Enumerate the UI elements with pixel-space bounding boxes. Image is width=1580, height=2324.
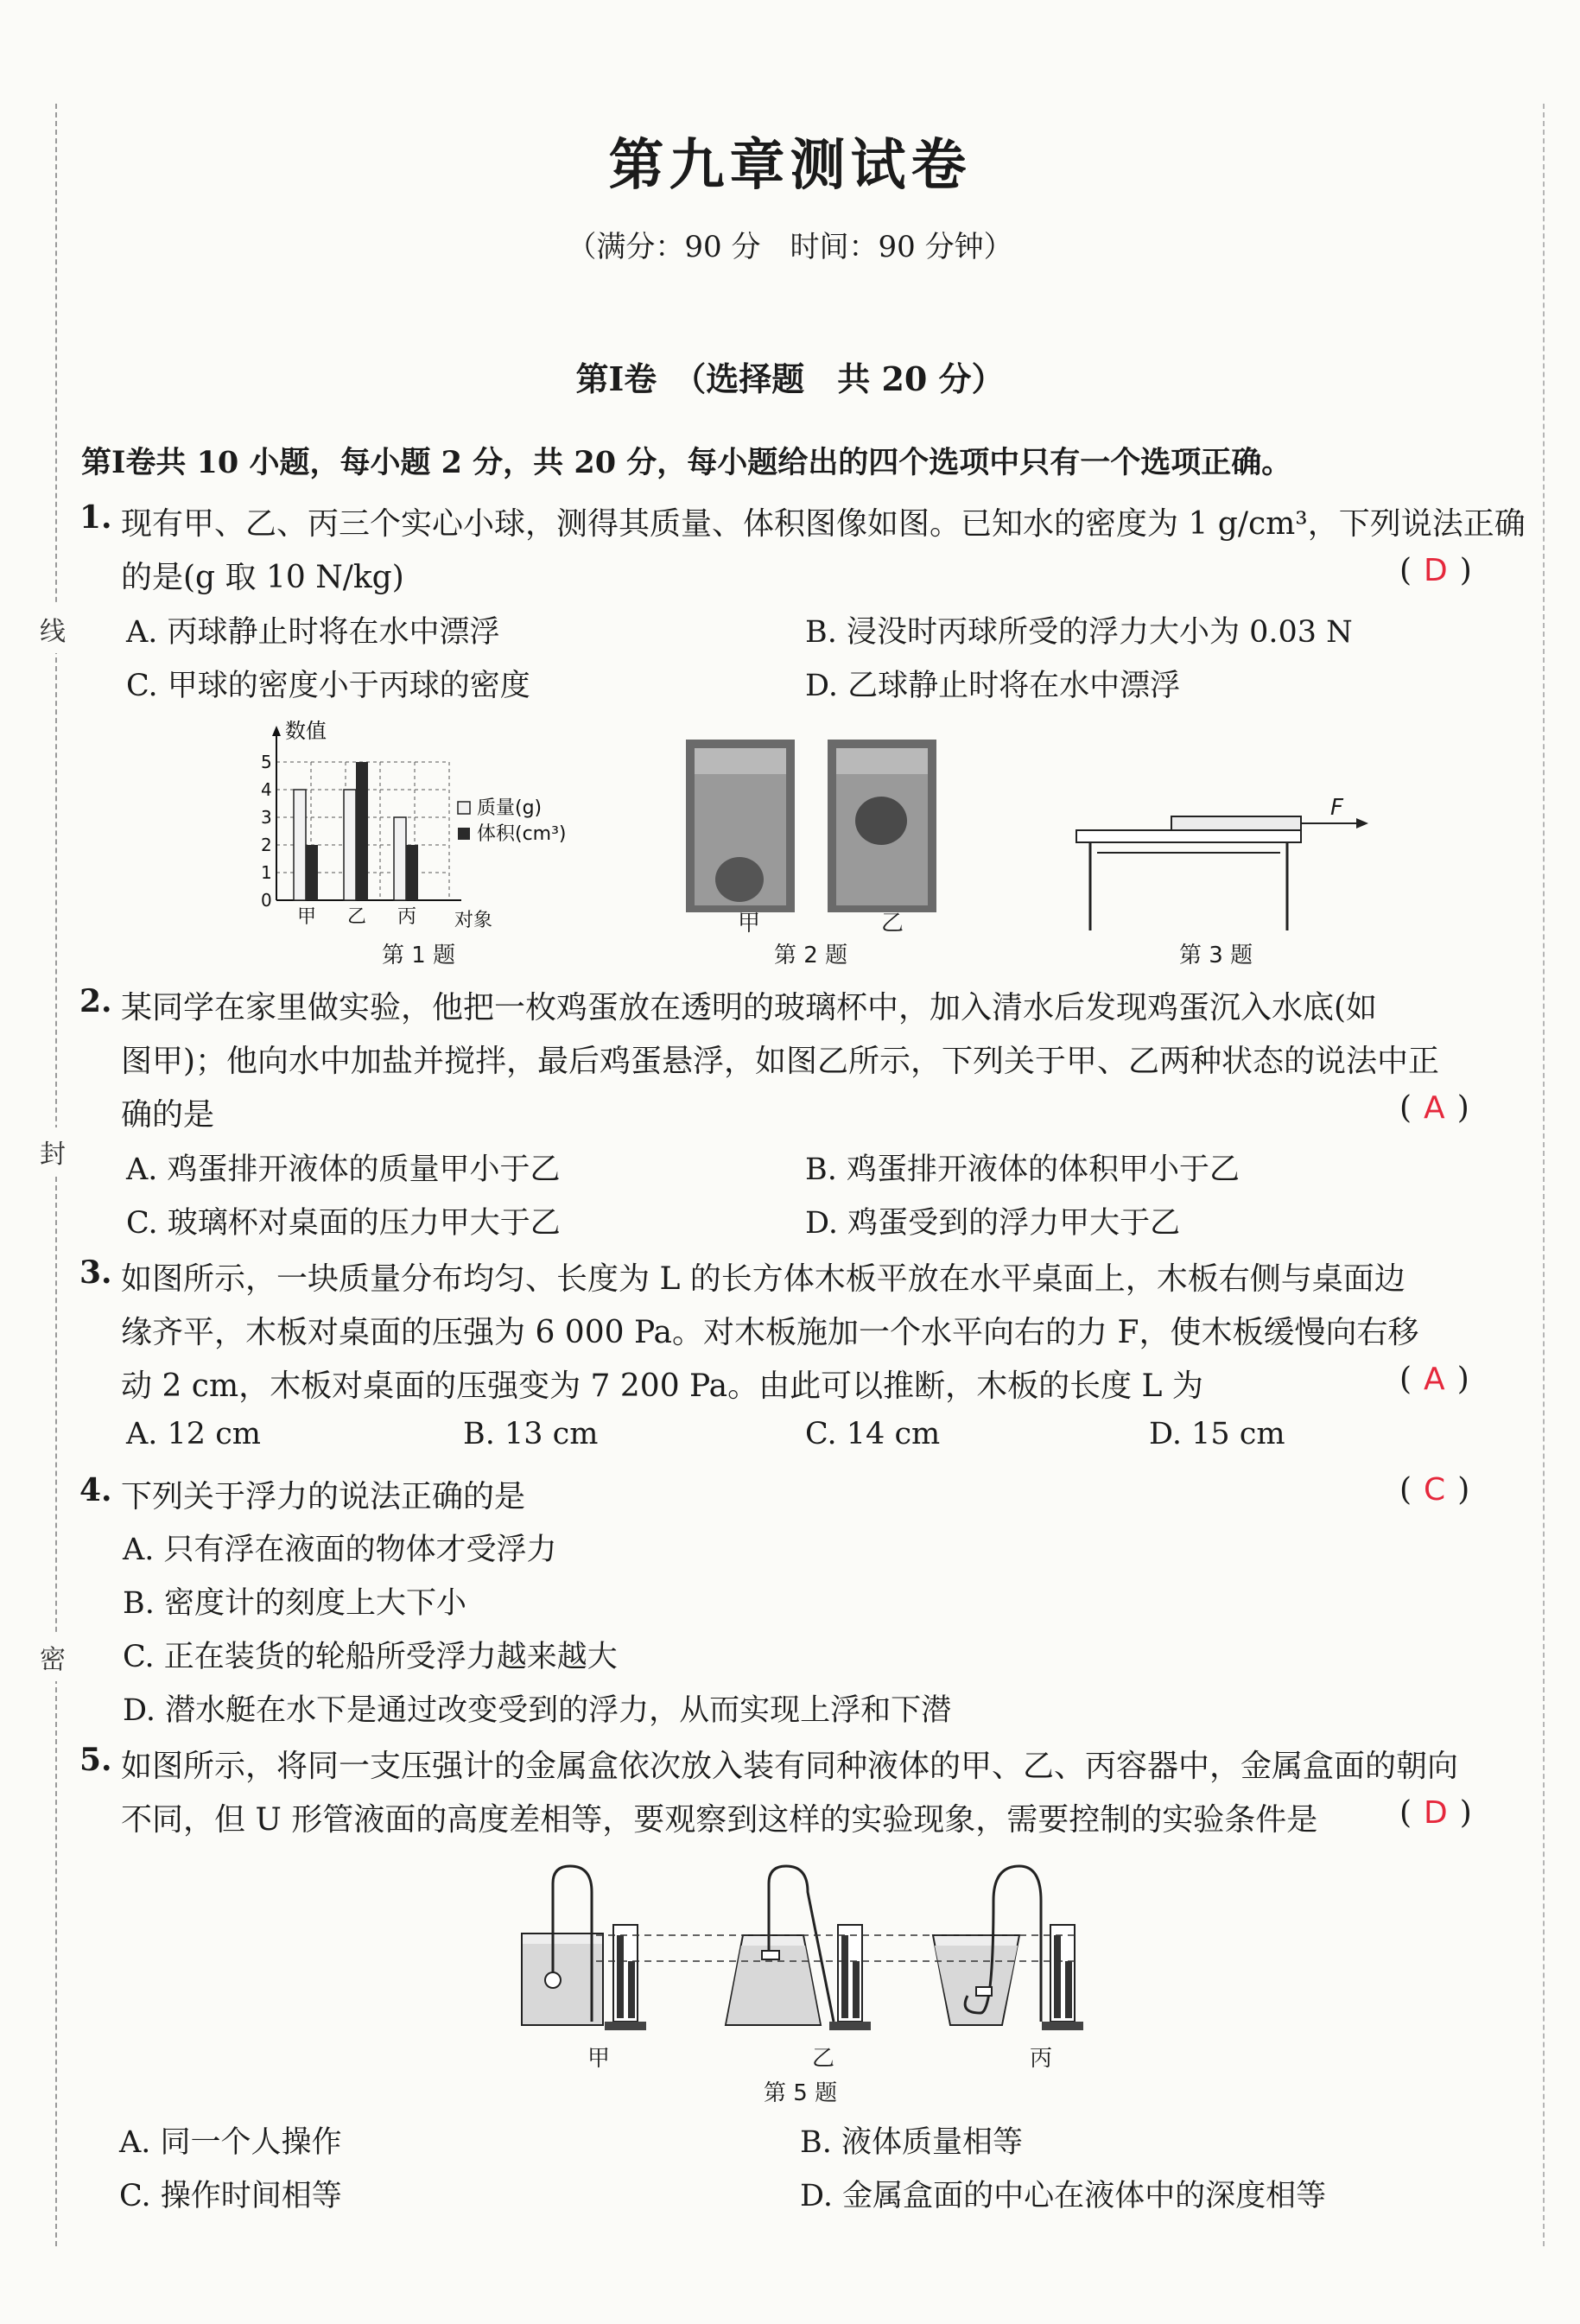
egg-yi [855, 797, 907, 845]
q2-answer-letter: A [1424, 1090, 1445, 1126]
q5-option-b: B. 液体质量相等 [800, 2125, 1023, 2160]
x-tick-label-乙: 乙 [347, 906, 367, 928]
q2-number: 2. [79, 983, 112, 1019]
bar-mass-甲 [294, 790, 306, 900]
q4-stem-line1: 下列关于浮力的说法正确的是 [121, 1479, 526, 1514]
section-title: 第Ⅰ卷 （选择题 共 20 分） [575, 359, 1005, 398]
y-tick-label-5: 5 [261, 752, 272, 772]
u-tube-bing-base [1042, 2022, 1083, 2030]
q3-answer-letter: A [1424, 1362, 1445, 1397]
q2-stem-line1: 某同学在家里做实验，他把一枚鸡蛋放在透明的玻璃杯中，加入清水后发现鸡蛋沉入水底(如 [121, 990, 1378, 1025]
legend-swatch-mass [458, 802, 470, 814]
x-tick-label-丙: 丙 [397, 906, 417, 928]
q5-answer-letter: D [1424, 1795, 1448, 1831]
q5-option-c: C. 操作时间相等 [119, 2179, 342, 2213]
q1-answer-letter: D [1424, 553, 1448, 588]
figure-1-caption: 第 1 题 [382, 943, 456, 968]
table-top [1076, 830, 1301, 842]
y-tick-label-3: 3 [261, 807, 272, 828]
binding-line-right [1543, 104, 1545, 2246]
y-tick-label-4: 4 [261, 779, 272, 800]
q1-stem-line1: 现有甲、乙、丙三个实心小球，测得其质量、体积图像如图。已知水的密度为 1 g/cm³，下列说法正确 [121, 506, 1526, 542]
q2-stem-line2: 图甲)；他向水中加盐并搅拌，最后鸡蛋悬浮，如图乙所示，下列关于甲、乙两种状态的说法中正 [121, 1044, 1440, 1079]
figure-5-label-yi: 乙 [812, 2046, 835, 2072]
q2-answer: ( A ) [1399, 1090, 1469, 1126]
page-title: 第九章测试卷 [608, 133, 972, 198]
q4-option-c: C. 正在装货的轮船所受浮力越来越大 [123, 1640, 618, 1674]
q1-option-b: B. 浸没时丙球所受的浮力大小为 0.03 N [805, 615, 1353, 650]
y-axis-title: 数值 [285, 719, 327, 743]
bar-volume-乙 [356, 762, 368, 900]
q1-option-d: D. 乙球静止时将在水中漂浮 [805, 669, 1181, 703]
u-tube-yi-right-liquid [853, 1961, 860, 2018]
q2-stem-line3: 确的是 [121, 1097, 215, 1133]
q2-option-c: C. 玻璃杯对桌面的压力甲大于乙 [126, 1206, 561, 1241]
figure-5-pressure-gauges [510, 1849, 1106, 2048]
figure-3-force-label: F [1330, 795, 1343, 821]
x-axis-title: 对象 [454, 910, 493, 931]
q2-option-d: D. 鸡蛋受到的浮力甲大于乙 [805, 1206, 1181, 1241]
bar-volume-甲 [306, 845, 318, 900]
q3-stem-line1: 如图所示，一块质量分布均匀、长度为 L 的长方体木板平放在水平桌面上，木板右侧与桌面边 [121, 1261, 1406, 1297]
y-tick-label-2: 2 [261, 835, 272, 855]
y-axis-arrow [272, 726, 281, 736]
q3-option-b: B. 13 cm [463, 1417, 599, 1451]
margin-label-xian: 线 [40, 605, 66, 653]
q5-stem-line2: 不同，但 U 形管液面的高度差相等，要观察到这样的实验现象，需要控制的实验条件是 [121, 1802, 1318, 1838]
q5-number: 5. [79, 1742, 112, 1778]
q2-option-a: A. 鸡蛋排开液体的质量甲小于乙 [126, 1152, 561, 1187]
q4-option-a: A. 只有浮在液面的物体才受浮力 [123, 1533, 557, 1567]
x-tick-label-甲: 甲 [297, 906, 317, 928]
probe-jia [545, 1972, 561, 1988]
force-arrow-head [1356, 818, 1368, 829]
q3-option-c: C. 14 cm [805, 1417, 941, 1451]
u-tube-jia-left-liquid [617, 1935, 624, 2018]
q5-option-d: D. 金属盒面的中心在液体中的深度相等 [800, 2179, 1327, 2213]
margin-label-feng: 封 [40, 1127, 66, 1176]
legend-label-volume: 体积(cm³) [477, 823, 567, 845]
q3-stem-line3: 动 2 cm，木板对桌面的压强变为 7 200 Pa。由此可以推断，木板的长度 L 为 [121, 1368, 1203, 1404]
q1-option-a: A. 丙球静止时将在水中漂浮 [126, 615, 500, 650]
q4-answer-letter: C [1424, 1472, 1446, 1508]
q5-answer: ( D ) [1399, 1795, 1472, 1831]
q4-option-d: D. 潜水艇在水下是通过改变受到的浮力，从而实现上浮和下潜 [123, 1693, 952, 1728]
u-tube-yi-left-liquid [841, 1935, 848, 2018]
q1-number: 1. [79, 499, 112, 536]
probe-yi [762, 1951, 779, 1959]
gauge-setup-jia [522, 1866, 646, 2030]
q4-option-b: B. 密度计的刻度上大下小 [123, 1586, 466, 1621]
q2-option-b: B. 鸡蛋排开液体的体积甲小于乙 [805, 1152, 1240, 1187]
figure-2-caption: 第 2 题 [774, 943, 848, 968]
legend-swatch-volume [458, 828, 470, 840]
u-tube-yi-base [829, 2022, 871, 2030]
figure-3-table [1071, 791, 1399, 937]
u-tube-bing-left-liquid [1054, 1935, 1061, 2018]
q4-number: 4. [79, 1472, 112, 1508]
bar-volume-丙 [406, 845, 418, 900]
figure-5-label-jia: 甲 [587, 2046, 611, 2072]
probe-bing [976, 1987, 992, 1996]
q5-stem-line1: 如图所示，将同一支压强计的金属盒依次放入装有同种液体的甲、乙、丙容器中，金属盒面的朝向 [121, 1749, 1459, 1784]
q3-answer: ( A ) [1399, 1362, 1469, 1397]
egg-jia [715, 857, 764, 902]
wooden-board [1171, 816, 1301, 830]
bar-mass-丙 [394, 817, 406, 900]
y-tick-label-1: 1 [261, 862, 272, 883]
q3-option-d: D. 15 cm [1149, 1417, 1285, 1451]
u-tube-jia-right-liquid [628, 1961, 635, 2018]
q3-option-a: A. 12 cm [126, 1417, 261, 1451]
bar-mass-乙 [344, 790, 356, 900]
u-tube-bing-right-liquid [1065, 1961, 1072, 2018]
q1-answer: ( D ) [1399, 553, 1472, 588]
figure-3-caption: 第 3 题 [1179, 943, 1253, 968]
figure-5-label-bing: 丙 [1030, 2046, 1053, 2072]
q1-option-c: C. 甲球的密度小于丙球的密度 [126, 669, 530, 703]
figure-2-label-jia: 甲 [738, 911, 761, 937]
q3-stem-line2: 缘齐平，木板对桌面的压强为 6 000 Pa。对木板施加一个水平向右的力 F，使木板缓慢向右移 [121, 1315, 1419, 1350]
liquid-jia [523, 1944, 602, 2024]
y-tick-label-0: 0 [261, 890, 272, 911]
figure-1-chart [242, 708, 613, 942]
q3-number: 3. [79, 1254, 112, 1291]
page-subtitle: （满分：90 分 时间：90 分钟） [567, 230, 1013, 264]
margin-label-mi: 密 [40, 1633, 66, 1681]
u-tube-jia-base [605, 2022, 646, 2030]
legend-label-mass: 质量(g) [477, 797, 543, 819]
figure-5-caption: 第 5 题 [764, 2080, 838, 2106]
q4-answer: ( C ) [1399, 1472, 1470, 1508]
figure-2-label-yi: 乙 [881, 911, 904, 937]
gauge-setup-yi [726, 1866, 871, 2030]
section-instruction: 第Ⅰ卷共 10 小题，每小题 2 分，共 20 分，每小题给出的四个选项中只有一个选项正确。 [81, 445, 1292, 480]
gauge-setup-bing [933, 1866, 1083, 2030]
q5-option-a: A. 同一个人操作 [119, 2125, 342, 2160]
figure-2-glasses [682, 734, 942, 933]
q1-stem-line2: 的是(g 取 10 N/kg) [121, 560, 404, 595]
